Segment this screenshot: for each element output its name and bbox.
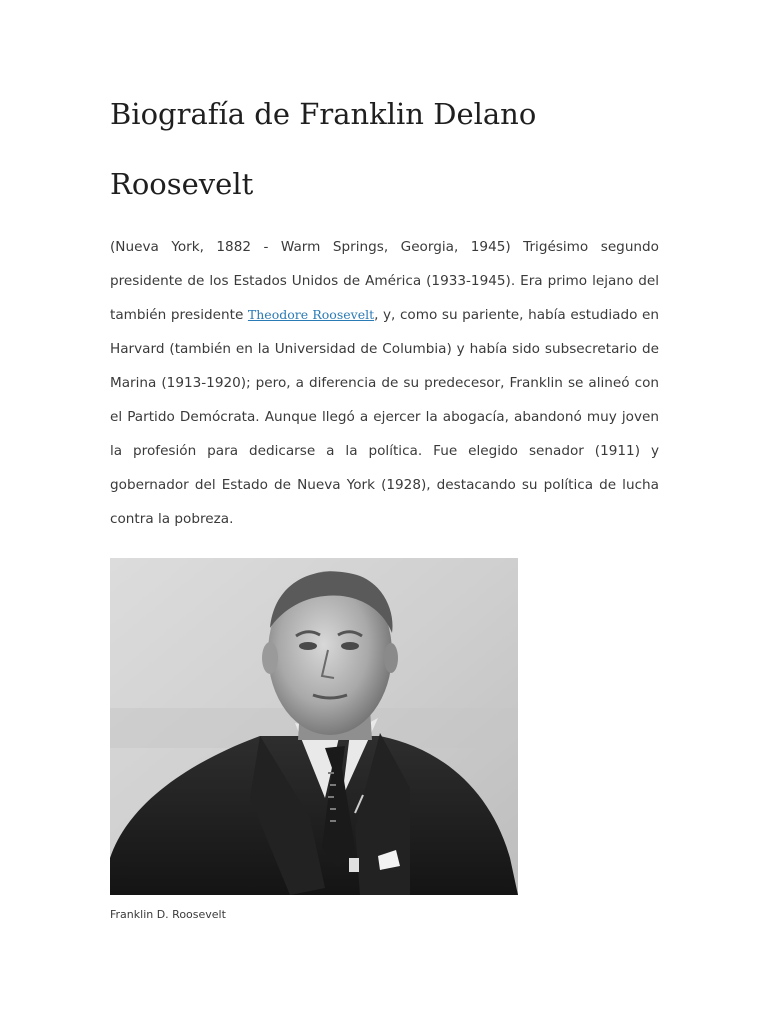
paragraph-text-start: (Nueva York, 1882 - Warm Springs, Georgia, 1945) Trigésimo segundo presidente de los Estados Unidos de América (1933-1945). Era primo lejano del también presidente	[110, 239, 659, 323]
roosevelt-portrait-photo	[110, 558, 518, 895]
photo-caption: Franklin D. Roosevelt	[110, 908, 226, 921]
article-paragraph	[110, 230, 659, 536]
paragraph-text-end: , y, como su pariente, había estudiado en Harvard (también en la Universidad de Columbia) y había sido subsecretario de Marina (1913-1920); pero, a diferencia de su predecesor, Franklin se alineó con el Partido Demócrata. Aunque llegó a ejercer la abogacía, abandonó muy joven la profesión para dedicarse a la política. Fue elegido senador (1911) y gobernador del Estado de Nueva York (1928), destacando su política de lucha contra la pobreza.	[110, 307, 659, 527]
article-title: Biografía de Franklin Delano Roosevelt	[110, 97, 537, 201]
theodore-roosevelt-link[interactable]: Theodore Roosevelt	[247, 307, 375, 322]
